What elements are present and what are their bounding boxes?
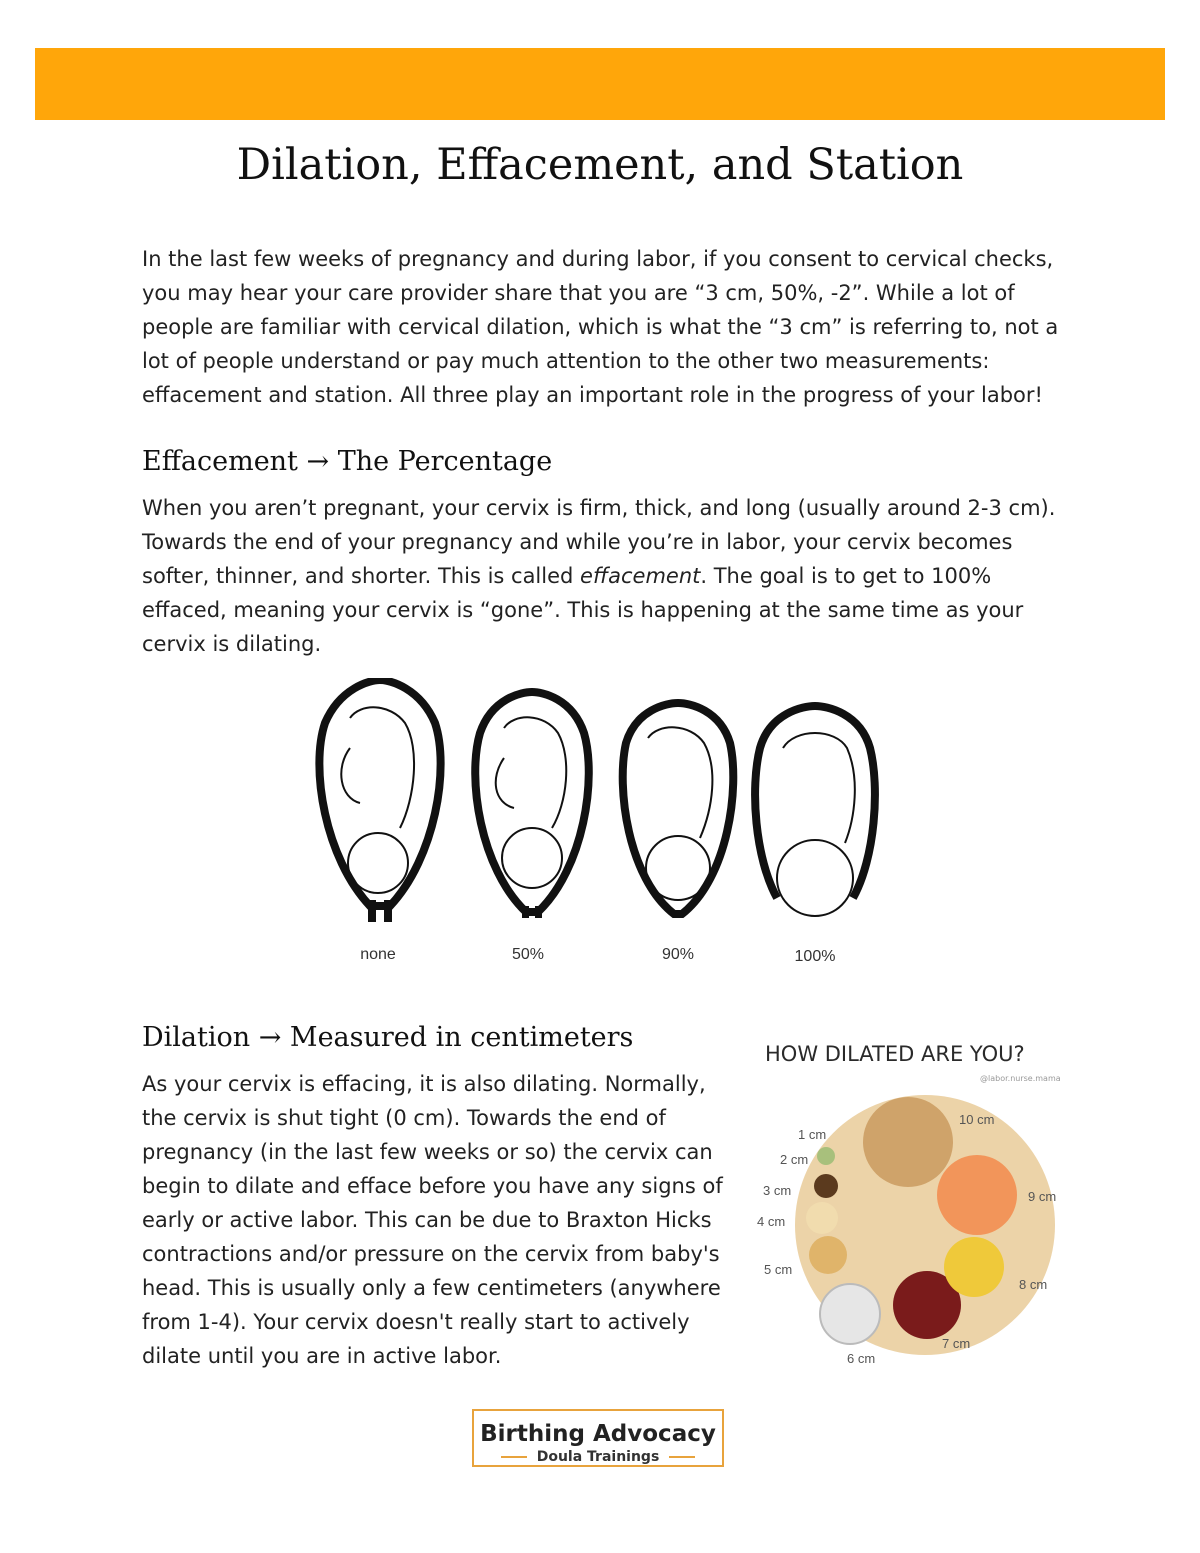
effacement-text-end: . The goal is to get to 100% effaced, meaning your cervix is “gone”. This is happening at the same time as your cervix is dilating. [142, 564, 1024, 656]
effacement-label-none: none [360, 946, 396, 963]
item-10cm [863, 1097, 953, 1187]
cm-label-1: 1 cm [798, 1127, 827, 1142]
item-3cm [814, 1174, 838, 1198]
cm-label-3: 3 cm [763, 1183, 792, 1198]
item-8cm [944, 1237, 1004, 1297]
effacement-paragraph [142, 491, 1067, 661]
effacement-text-start: When you aren’t pregnant, your cervix is firm, thick, and long (usually around 2-3 cm). Towards the end of your pregnancy and while you’re in labor, your cervix becomes softer, thinner, and shorter. This is called [142, 496, 1056, 588]
cm-label-5: 5 cm [764, 1262, 793, 1277]
uterus-50-illustration [475, 692, 589, 918]
effacement-term: effacement [580, 564, 701, 588]
cm-label-7: 7 cm [942, 1336, 971, 1351]
dilation-figure [750, 1035, 1090, 1395]
uterus-none-illustration [319, 680, 440, 922]
logo-subtitle: Doula Trainings [536, 1449, 660, 1465]
effacement-label-100: 100% [794, 948, 836, 965]
uterus-100-illustration [755, 706, 875, 916]
logo-rule-left [501, 1456, 527, 1458]
dilation-paragraph: As your cervix is effacing, it is also dilating. Normally, the cervix is shut tight (0 cm). Towards the end of pregnancy (in the last few weeks or so) the cervix can begin to dilate and efface before you have any signs of early or active labor. This can be due to Braxton Hicks contractions and/or pressure on the cervix from baby's head. This is usually only a few centimeters (anywhere from 1-4). Your cervix doesn't really start to actively dilate until you are in active labor. [142, 1072, 723, 1368]
effacement-label-50: 50% [511, 946, 545, 963]
effacement-heading: Effacement → The Percentage [142, 446, 553, 477]
dilation-heading: Dilation → Measured in centimeters [142, 1022, 634, 1053]
effacement-label-90: 90% [661, 946, 695, 963]
uterus-90-illustration [623, 703, 734, 914]
item-2cm [817, 1147, 835, 1165]
cm-label-4: 4 cm [757, 1214, 786, 1229]
dilation-figure-credit: @labor.nurse.mama [980, 1074, 1061, 1083]
item-6cm [820, 1284, 880, 1344]
cm-label-10: 10 cm [959, 1112, 995, 1127]
cm-label-2: 2 cm [780, 1152, 809, 1167]
brand-logo [472, 1409, 724, 1467]
dilation-figure-title: HOW DILATED ARE YOU? [765, 1042, 1025, 1066]
cm-label-6: 6 cm [847, 1351, 876, 1366]
item-4cm [806, 1202, 838, 1234]
item-9cm [937, 1155, 1017, 1235]
cm-label-8: 8 cm [1019, 1277, 1048, 1292]
logo-name: Birthing Advocacy [480, 1421, 716, 1447]
page-title: Dilation, Effacement, and Station [236, 140, 964, 190]
top-banner [35, 48, 1165, 120]
intro-paragraph: In the last few weeks of pregnancy and during labor, if you consent to cervical checks, you may hear your care provider share that you are “3 cm, 50%, -2”. While a lot of people are familiar with cervical dilation, which is what the “3 cm” is referring to, not a lot of people understand or pay much attention to the other two measurements: effacement and station. All three play an important role in the progress of your labor! [142, 247, 1059, 407]
logo-rule-right [669, 1456, 695, 1458]
item-5cm [809, 1236, 847, 1274]
effacement-figure [300, 678, 900, 978]
cm-label-9: 9 cm [1028, 1189, 1057, 1204]
